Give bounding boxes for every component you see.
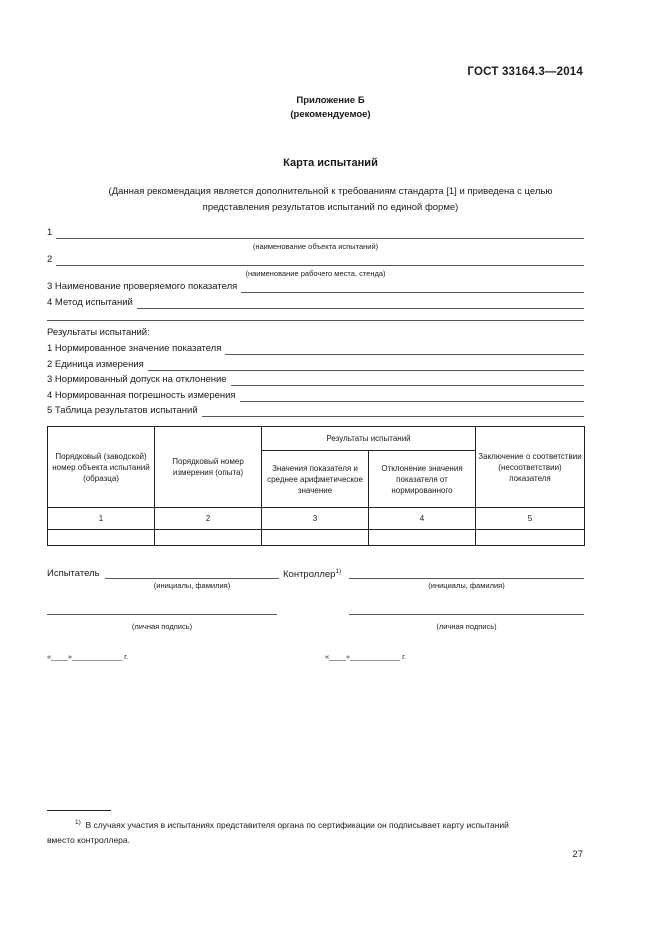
footnote-rule bbox=[47, 810, 111, 811]
result-item[interactable] bbox=[47, 373, 584, 386]
field-workplace[interactable] bbox=[47, 253, 584, 266]
footnote bbox=[47, 815, 584, 848]
results-table bbox=[47, 426, 585, 546]
result-item[interactable] bbox=[47, 404, 584, 417]
field-1-caption: (наименование объекта испытаний) bbox=[252, 242, 379, 251]
column-number: 1 bbox=[48, 508, 155, 530]
field-2-caption: (наименование рабочего места, стенда) bbox=[245, 269, 386, 278]
result-item-line[interactable] bbox=[231, 376, 584, 386]
result-item-label: 5 Таблица результатов испытаний bbox=[47, 405, 198, 416]
table-cell[interactable] bbox=[155, 530, 262, 546]
appendix-heading bbox=[0, 94, 661, 122]
header-conclusion: Заключение о соответствии (несоответствии) показателя bbox=[476, 427, 585, 508]
footnote-mark: 1) bbox=[75, 819, 81, 826]
column-number: 5 bbox=[476, 508, 585, 530]
header-deviation: Отклонение значения показателя от нормированного bbox=[369, 451, 476, 508]
tester-name-line[interactable] bbox=[105, 578, 279, 579]
header-measurement-number: Порядковый номер измерения (опыта) bbox=[155, 427, 262, 508]
result-item-line[interactable] bbox=[148, 361, 584, 371]
controller-signature-caption: (личная подпись) bbox=[436, 622, 497, 631]
field-1-number: 1 bbox=[47, 227, 53, 238]
controller-date[interactable]: «____»____________ г. bbox=[325, 652, 407, 661]
result-item[interactable] bbox=[47, 342, 584, 355]
field-method[interactable] bbox=[47, 296, 584, 309]
header-values: Значения показателя и среднее арифметическое значение bbox=[262, 451, 369, 508]
card-note-line-2: представления результатов испытаний по единой форме) bbox=[202, 202, 459, 213]
tester-signature-line[interactable] bbox=[47, 614, 277, 615]
field-object-name[interactable] bbox=[47, 226, 584, 239]
field-4-extra-line[interactable] bbox=[47, 320, 584, 321]
result-item-label: 3 Нормированный допуск на отклонение bbox=[47, 374, 227, 385]
appendix-title: Приложение Б bbox=[296, 95, 365, 106]
controller-signature-line[interactable] bbox=[349, 614, 584, 615]
result-item-line[interactable] bbox=[225, 345, 584, 355]
table-cell[interactable] bbox=[476, 530, 585, 546]
card-note bbox=[0, 184, 661, 216]
field-1-line[interactable] bbox=[56, 229, 584, 239]
field-3-label: 3 Наименование проверяемого показателя bbox=[47, 281, 238, 292]
column-number: 4 bbox=[369, 508, 476, 530]
footnote-line-1 bbox=[47, 815, 584, 833]
card-title: Карта испытаний bbox=[283, 157, 378, 169]
tester-date[interactable]: «____»____________ г. bbox=[47, 652, 129, 661]
field-4-label: 4 Метод испытаний bbox=[47, 297, 133, 308]
controller-footnote-mark: 1) bbox=[335, 568, 342, 575]
controller-initials-caption: (инициалы, фамилия) bbox=[428, 581, 505, 590]
card-note-line-1: (Данная рекомендация является дополнительной к требованиям стандарта [1] и приведена с целью bbox=[108, 186, 553, 197]
results-heading: Результаты испытаний: bbox=[47, 327, 150, 338]
column-number: 2 bbox=[155, 508, 262, 530]
table-cell[interactable] bbox=[369, 530, 476, 546]
field-indicator[interactable] bbox=[47, 280, 584, 293]
tester-label: Испытатель bbox=[47, 568, 100, 579]
header-sample-number: Порядковый (заводской) номер объекта испытаний (образца) bbox=[48, 427, 155, 508]
page-number: 27 bbox=[572, 849, 583, 860]
result-item-line[interactable] bbox=[202, 407, 584, 417]
controller-name-line[interactable] bbox=[349, 578, 584, 579]
tester-initials-caption: (инициалы, фамилия) bbox=[153, 581, 231, 590]
result-item-line[interactable] bbox=[240, 392, 584, 402]
table-cell[interactable] bbox=[48, 530, 155, 546]
column-number: 3 bbox=[262, 508, 369, 530]
field-3-line[interactable] bbox=[241, 283, 584, 293]
controller-label-text: Контроллер bbox=[283, 569, 336, 581]
result-item[interactable] bbox=[47, 358, 584, 371]
controller-label bbox=[283, 568, 341, 580]
result-item[interactable] bbox=[47, 389, 584, 402]
field-2-line[interactable] bbox=[56, 256, 584, 266]
result-item-label: 1 Нормированное значение показателя bbox=[47, 343, 222, 354]
result-item-label: 4 Нормированная погрешность измерения bbox=[47, 390, 236, 401]
field-4-line[interactable] bbox=[137, 299, 584, 309]
header-results-group: Результаты испытаний bbox=[262, 427, 476, 451]
appendix-status: (рекомендуемое) bbox=[290, 109, 371, 120]
field-2-number: 2 bbox=[47, 254, 53, 265]
document-code: ГОСТ 33164.3—2014 bbox=[467, 66, 583, 78]
table-cell[interactable] bbox=[262, 530, 369, 546]
result-item-label: 2 Единица измерения bbox=[47, 359, 144, 370]
footnote-text-1: В случаях участия в испытаниях представителя органа по сертификации он подписывает карту испытаний bbox=[85, 819, 509, 830]
tester-signature-caption: (личная подпись) bbox=[131, 622, 193, 631]
footnote-text-2: вместо контроллера. bbox=[47, 834, 130, 845]
